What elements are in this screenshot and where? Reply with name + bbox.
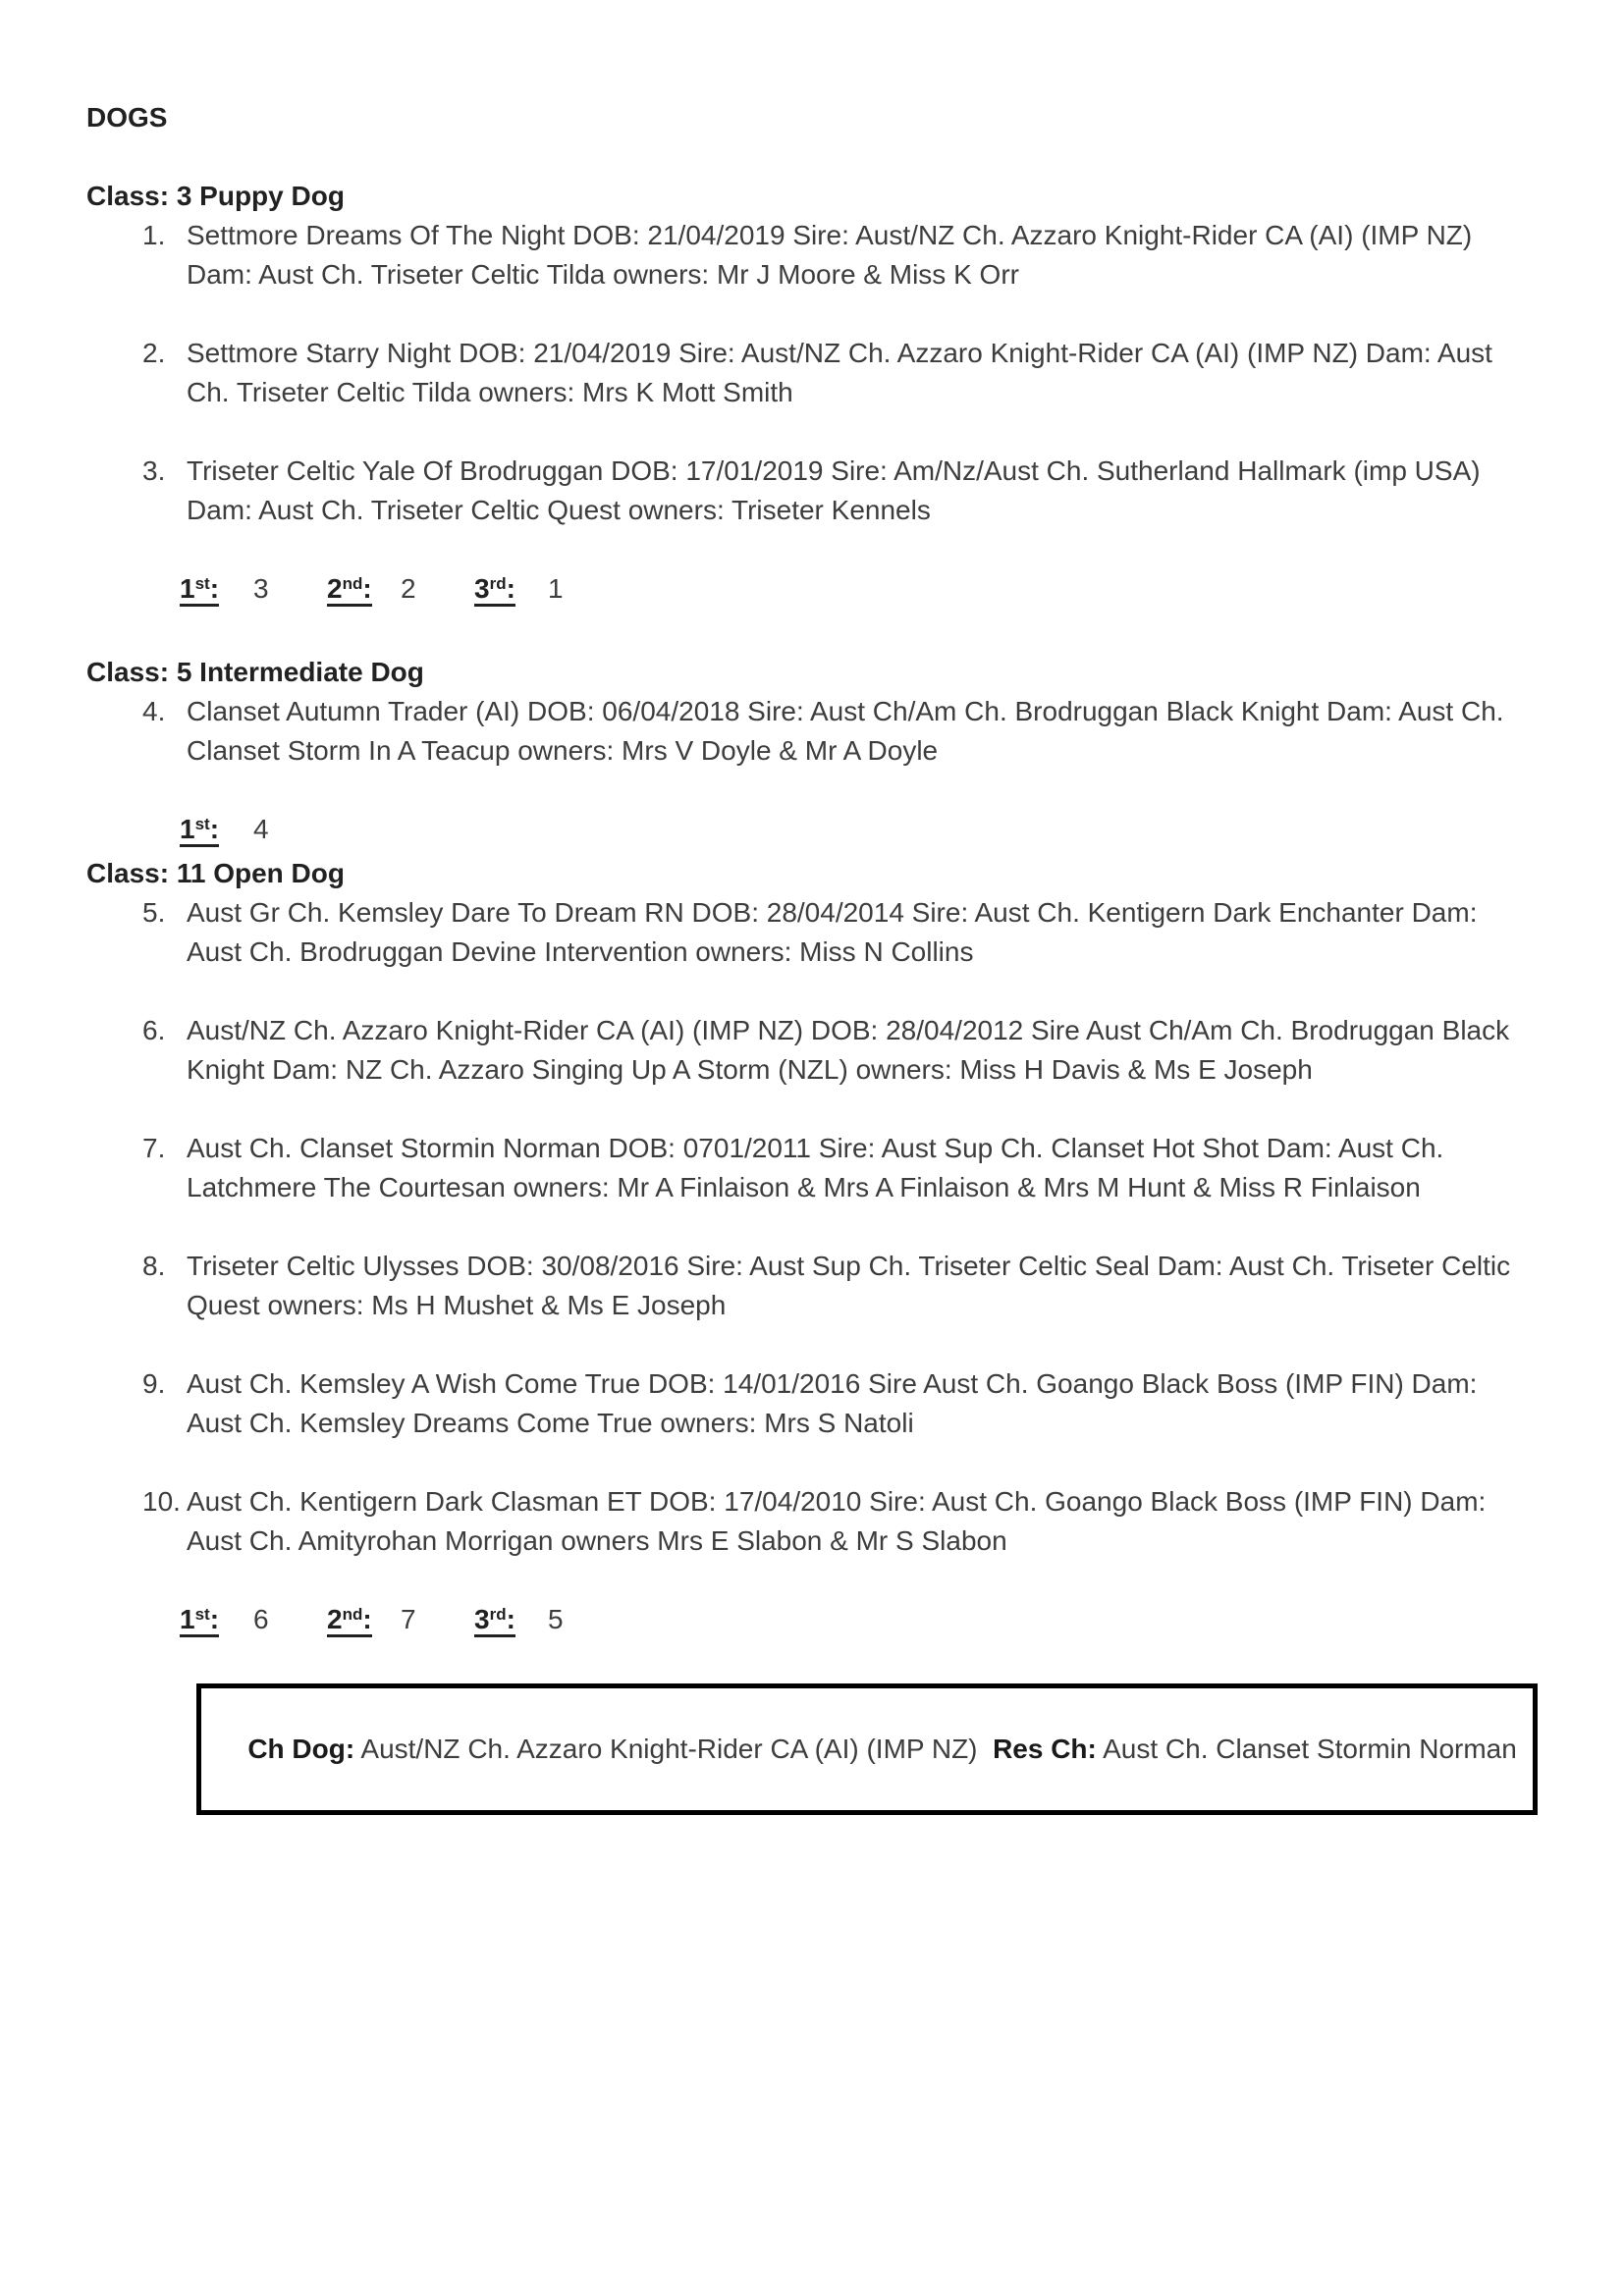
entry-6 (142, 1011, 1532, 1090)
entry-8 (142, 1247, 1532, 1325)
ch-dog-label: Ch Dog: (247, 1734, 355, 1764)
res-ch-label: Res Ch: (993, 1734, 1097, 1764)
entry-9 (142, 1364, 1532, 1443)
placing-first-label: 1st: (180, 569, 253, 609)
challenge-result-box (196, 1683, 1538, 1815)
placing-second-value: 7 (401, 1604, 416, 1634)
placing-third-label: 3rd: (474, 1600, 548, 1639)
entry-2 (142, 334, 1532, 412)
placing-third (474, 1600, 622, 1639)
entry-text: Aust Gr Ch. Kemsley Dare To Dream RN DOB: 28/04/2014 Sire: Aust Ch. Kentigern Dark Enchanter Dam: Aust Ch. Brodruggan Devine Intervention owners: Miss N Collins (187, 897, 1478, 967)
placing-third-label: 3rd: (474, 569, 548, 609)
entry-text: Aust/NZ Ch. Azzaro Knight-Rider CA (AI) (IMP NZ) DOB: 28/04/2012 Sire Aust Ch/Am Ch. Brodruggan Black Knight Dam: NZ Ch. Azzaro Singing Up A Storm (NZL) owners: Miss H Davis & Ms E Joseph (187, 1015, 1510, 1085)
placing-second (327, 569, 474, 609)
entry-number: 5. (142, 897, 166, 928)
placing-second-label: 2nd: (327, 1600, 401, 1639)
entry-1 (142, 216, 1532, 294)
entry-7 (142, 1129, 1532, 1207)
entry-number: 1. (142, 220, 166, 250)
placing-third-value: 5 (548, 1604, 564, 1634)
entry-number: 2. (142, 338, 166, 368)
placing-first-value: 4 (253, 814, 269, 844)
entry-text: Settmore Starry Night DOB: 21/04/2019 Sire: Aust/NZ Ch. Azzaro Knight-Rider CA (AI) (IMP NZ) Dam: Aust Ch. Triseter Celtic Tilda owners: Mrs K Mott Smith (187, 338, 1492, 407)
entry-number: 9. (142, 1368, 166, 1399)
ch-dog-text: Aust/NZ Ch. Azzaro Knight-Rider CA (AI) (IMP NZ) (354, 1734, 994, 1764)
entry-10 (142, 1482, 1532, 1561)
placing-first-value: 3 (253, 573, 269, 604)
placing-second-label: 2nd: (327, 569, 401, 609)
entry-text: Clanset Autumn Trader (AI) DOB: 06/04/2018 Sire: Aust Ch/Am Ch. Brodruggan Black Knight Dam: Aust Ch. Clanset Storm In A Teacup owners: Mrs V Doyle & Mr A Doyle (187, 696, 1504, 766)
entry-number: 6. (142, 1015, 166, 1045)
placing-first-label: 1st: (180, 810, 253, 849)
entry-text: Triseter Celtic Ulysses DOB: 30/08/2016 Sire: Aust Sup Ch. Triseter Celtic Seal Dam: Aust Ch. Triseter Celtic Quest owners: Ms H Mushet & Ms E Joseph (187, 1251, 1511, 1320)
placings-row-open-dog (180, 1600, 1532, 1639)
placing-third (474, 569, 622, 609)
placing-second (327, 1600, 474, 1639)
class-section-open-dog (86, 854, 1532, 1639)
entry-4 (142, 692, 1532, 771)
entry-number: 8. (142, 1251, 166, 1281)
placings-row-intermediate-dog (180, 810, 1532, 849)
entry-text: Triseter Celtic Yale Of Brodruggan DOB: 17/01/2019 Sire: Am/Nz/Aust Ch. Sutherland Hallmark (imp USA) Dam: Aust Ch. Triseter Celtic Quest owners: Triseter Kennels (187, 455, 1481, 525)
entry-text: Settmore Dreams Of The Night DOB: 21/04/2019 Sire: Aust/NZ Ch. Azzaro Knight-Rider CA (AI) (IMP NZ) Dam: Aust Ch. Triseter Celtic Tilda owners: Mr J Moore & Miss K Orr (187, 220, 1473, 290)
entry-number: 4. (142, 696, 166, 726)
entry-text: Aust Ch. Kentigern Dark Clasman ET DOB: 17/04/2010 Sire: Aust Ch. Goango Black Boss (IMP FIN) Dam: Aust Ch. Amityrohan Morrigan owners Mrs E Slabon & Mr S Slabon (187, 1486, 1487, 1556)
placings-row-puppy-dog (180, 569, 1532, 609)
placing-third-value: 1 (548, 573, 564, 604)
placing-first-label: 1st: (180, 1600, 253, 1639)
placing-second-value: 2 (401, 573, 416, 604)
class-section-puppy-dog (86, 177, 1532, 609)
placing-first (180, 810, 327, 849)
entry-text: Aust Ch. Clanset Stormin Norman DOB: 0701/2011 Sire: Aust Sup Ch. Clanset Hot Shot Dam: Aust Ch. Latchmere The Courtesan owners: Mr A Finlaison & Mrs A Finlaison & Mrs M Hunt & Miss R Finlaison (187, 1133, 1444, 1202)
page-title: DOGS (86, 102, 168, 133)
placing-first (180, 1600, 327, 1639)
class-section-intermediate-dog (86, 653, 1532, 849)
placing-first-value: 6 (253, 1604, 269, 1634)
placing-first (180, 569, 327, 609)
entry-number: 7. (142, 1133, 166, 1163)
entry-number: 3. (142, 455, 166, 486)
entry-3 (142, 452, 1532, 530)
class-header-open-dog: Class: 11 Open Dog (86, 858, 345, 888)
res-ch-text: Aust Ch. Clanset Stormin Norman (1096, 1734, 1517, 1764)
entry-5 (142, 893, 1532, 972)
entry-text: Aust Ch. Kemsley A Wish Come True DOB: 14/01/2016 Sire Aust Ch. Goango Black Boss (IMP FIN) Dam: Aust Ch. Kemsley Dreams Come True owners: Mrs S Natoli (187, 1368, 1478, 1438)
class-header-intermediate-dog: Class: 5 Intermediate Dog (86, 657, 424, 687)
entry-number: 10. (142, 1486, 181, 1517)
class-header-puppy-dog: Class: 3 Puppy Dog (86, 181, 345, 211)
